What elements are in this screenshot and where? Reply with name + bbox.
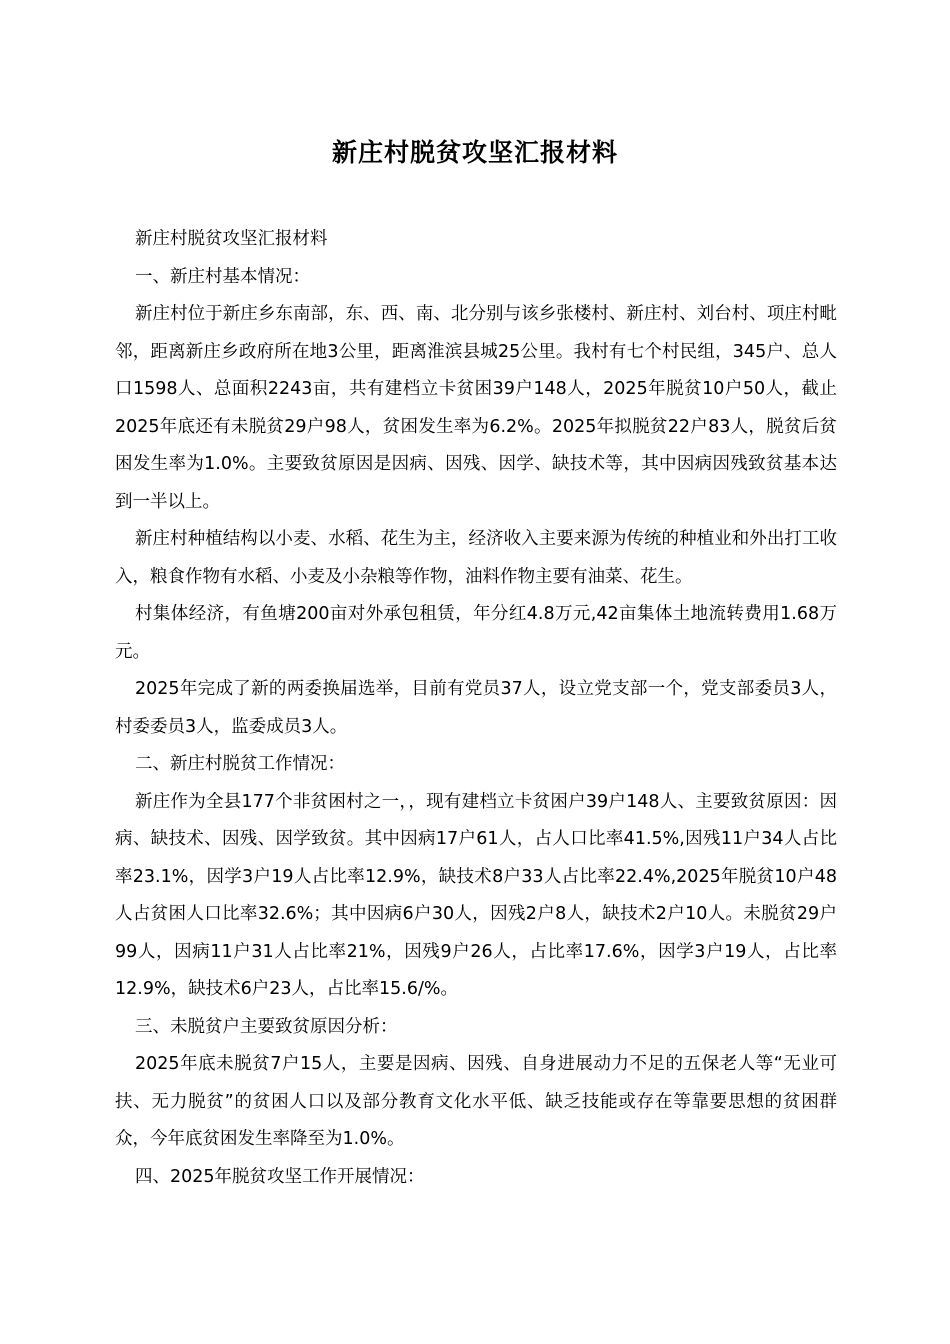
paragraph-election: 2025年完成了新的两委换届选举，目前有党员37人，设立党支部一个，党支部委员3人，村委委员3人，监委成员3人。 (115, 679, 837, 737)
paragraph-poverty-statistics: 新庄作为全县177个非贫困村之一，，现有建档立卡贫困户39户148人、主要致贫原因：因病、缺技术、因残、因学致贫。其中因病17户61人，占人口比率41.5%,因残11户34人占比率23.1%，因学3户19人占比率12.9%，缺技术8户33人占比率22.4%,2025年脱贫10户48人占贫困人口比率32.6%；其中因病6户30人，因残2户8人，缺技术2户10人。未脱贫29户99人，因病11户31人占比率21%，因残9户26人，占比率17.6%，因学3户19人，占比率12.9%，缺技术6户23人，占比率15.6/%。 (115, 791, 837, 999)
paragraph-village-overview: 新庄村位于新庄乡东南部，东、西、南、北分别与该乡张楼村、新庄村、刘台村、项庄村毗邻，距离新庄乡政府所在地3公里，距离淮滨县城25公里。我村有七个村民组，345户、总人口1598人、总面积2243亩，共有建档立卡贫困39户148人，2025年脱贫10户50人，截止2025年底还有未脱贫29户98人，贫困发生率为6.2%。2025年拟脱贫22户83人，脱贫后贫困发生率为1.0%。主要致贫原因是因病、因残、因学、缺技术等，其中因病因残致贫基本达到一半以上。 (115, 304, 837, 512)
section-heading-cause-analysis: 三、未脱贫户主要致贫原因分析： (135, 1016, 398, 1037)
document-body (115, 221, 837, 1196)
paragraph-cause-analysis: 2025年底未脱贫7户15人，主要是因病、因残、自身进展动力不足的五保老人等“无业可扶、无力脱贫”的贫困人口以及部分教育文化水平低、缺乏技能或存在等靠要思想的贫困群众，今年底贫困发生率降至为1.0%。 (115, 1054, 837, 1149)
section-heading-2025-work: 四、2025年脱贫攻坚工作开展情况： (135, 1166, 425, 1187)
section-heading-poverty-work: 二、新庄村脱贫工作情况： (135, 754, 345, 774)
document-title: 新庄村脱贫攻坚汇报材料 (331, 138, 618, 167)
paragraph-planting-structure: 新庄村种植结构以小麦、水稻、花生为主，经济收入主要来源为传统的种植业和外出打工收入，粮食作物有水稻、小麦及小杂粮等作物，油料作物主要有油菜、花生。 (115, 529, 837, 587)
section-heading-basic-info: 一、新庄村基本情况： (135, 266, 310, 287)
paragraph-subtitle: 新庄村脱贫攻坚汇报材料 (135, 229, 328, 249)
paragraph-collective-economy: 村集体经济，有鱼塘200亩对外承包租赁，年分红4.8万元,42亩集体土地流转费用1.68万元。 (115, 604, 837, 662)
